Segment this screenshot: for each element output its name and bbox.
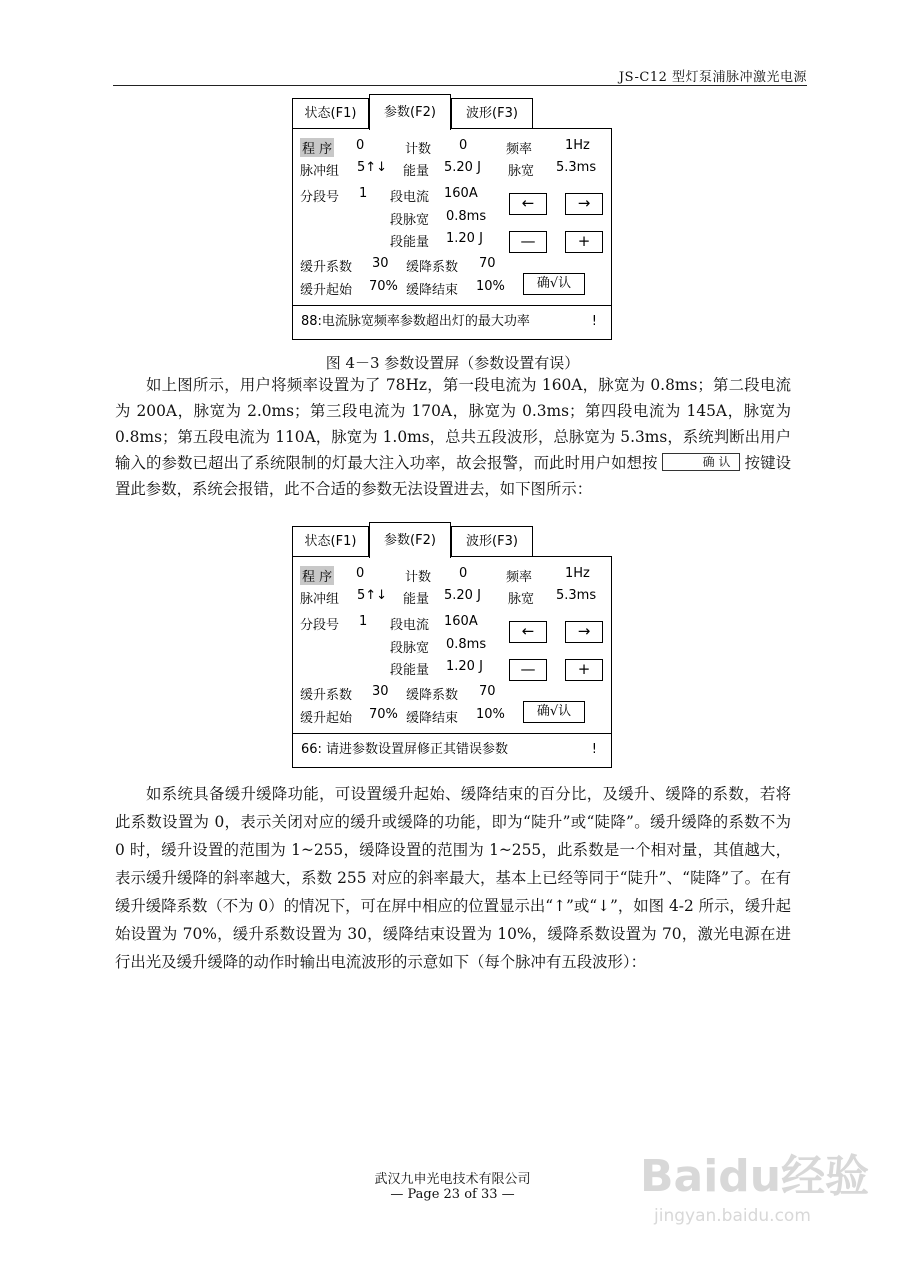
tab-waveform[interactable]: 波形(F3) bbox=[451, 98, 533, 128]
alert-mark: ! bbox=[591, 314, 597, 329]
right-arrow-button[interactable]: → bbox=[565, 621, 603, 643]
count-label: 计数 bbox=[405, 142, 432, 157]
count-value: 0 bbox=[459, 566, 468, 581]
seg-width-value: 0.8ms bbox=[446, 637, 487, 652]
program-value: 0 bbox=[356, 566, 365, 581]
ramp-up-start-value: 70% bbox=[369, 707, 398, 722]
confirm-key-inline: 确 认 bbox=[662, 453, 741, 471]
lcd-screen-2 bbox=[292, 526, 612, 768]
header-title: JS-C12 型灯泵浦脉冲激光电源 bbox=[618, 70, 807, 85]
lcd-screen-1 bbox=[292, 98, 612, 340]
ramp-up-coef-value: 30 bbox=[372, 256, 389, 271]
header-rule bbox=[113, 85, 807, 86]
ramp-up-coef-label: 缓升系数 bbox=[300, 688, 353, 703]
width-value: 5.3ms bbox=[556, 160, 597, 175]
ramp-up-coef-value: 30 bbox=[372, 684, 389, 699]
energy-label: 能量 bbox=[403, 592, 430, 607]
params-panel bbox=[292, 128, 612, 340]
minus-button[interactable]: — bbox=[509, 231, 547, 253]
ramp-down-end-label: 缓降结束 bbox=[406, 711, 459, 726]
ramp-up-start-value: 70% bbox=[369, 279, 398, 294]
tab-params[interactable]: 参数(F2) bbox=[369, 522, 451, 558]
energy-label: 能量 bbox=[403, 164, 430, 179]
left-arrow-button[interactable]: ← bbox=[509, 621, 547, 643]
paragraph-2: 如系统具备缓升缓降功能，可设置缓升起始、缓降结束的百分比，及缓升、缓降的系数，若将此系数设置为 0，表示关闭对应的缓升或缓降的功能，即为“陡升”或“陡降”。缓升缓降的系数不为 0 时，缓升设置的范围为 1~255，缓降设置的范围为 1~255，此系数是一个相对量，其值越大，表示缓升缓降的斜率越大，系数 255 对应的斜率最大，基本上已经等同于“陡升”、“陡降”了。在有缓升缓降系数（不为 0）的情况下，可在屏中相应的位置显示出“↑”或“↓”，如图 4-2 所示，缓升起始设置为 70%，缓升系数设置为 30，缓降结束设置为 10%，缓降系数设置为 70，激光电源在进行出光及缓升缓降的动作时输出电流波形的示意如下（每个脉冲有五段波形）： bbox=[115, 785, 791, 971]
alert-mark: ! bbox=[591, 742, 597, 757]
confirm-button[interactable]: 确√认 bbox=[523, 701, 585, 723]
ramp-down-end-value: 10% bbox=[476, 279, 505, 294]
paragraph-1-text: 如上图所示，用户将频率设置为了 78Hz，第一段电流为 160A，脉宽为 0.8ms；第二段电流为 200A，脉宽为 2.0ms；第三段电流为 170A，脉宽为 0.3ms；第四段电流为 145A，脉宽为 0.8ms；第五段电流为 110A，脉宽为 1.0ms，总共五段波形，总脉宽为 5.3ms，系统判断出用户输入的参数已超出了系统限制的灯最大注入功率，故会报警，而此时用户如想按 bbox=[115, 376, 791, 472]
energy-value: 5.20 J bbox=[444, 588, 481, 603]
plus-button[interactable]: + bbox=[565, 659, 603, 681]
width-label: 脉宽 bbox=[508, 592, 535, 607]
seg-energy-value: 1.20 J bbox=[446, 659, 483, 674]
program-label: 程 序 bbox=[300, 566, 334, 585]
program-value: 0 bbox=[356, 138, 365, 153]
paragraph-1 bbox=[115, 372, 791, 502]
ramp-down-coef-label: 缓降系数 bbox=[406, 688, 459, 703]
count-label: 计数 bbox=[405, 570, 432, 585]
seg-width-label: 段脉宽 bbox=[390, 213, 430, 228]
status-message bbox=[293, 305, 611, 339]
freq-value: 1Hz bbox=[565, 566, 590, 581]
paragraph-1-text-end: 按键设置此参数，系统会报错，此不合适的参数无法设置进去，如下图所示： bbox=[115, 454, 791, 498]
pulse-group-value: 5↑↓ bbox=[357, 160, 388, 175]
seg-current-label: 段电流 bbox=[390, 618, 430, 633]
confirm-button[interactable]: 确√认 bbox=[523, 273, 585, 295]
seg-energy-label: 段能量 bbox=[390, 663, 430, 678]
ramp-down-end-value: 10% bbox=[476, 707, 505, 722]
seg-energy-label: 段能量 bbox=[390, 235, 430, 250]
freq-label: 频率 bbox=[506, 142, 533, 157]
width-value: 5.3ms bbox=[556, 588, 597, 603]
minus-button[interactable]: — bbox=[509, 659, 547, 681]
status-text: 88:电流脉宽频率参数超出灯的最大功率 bbox=[301, 314, 530, 329]
pulse-group-label: 脉冲组 bbox=[300, 164, 340, 179]
ramp-down-coef-value: 70 bbox=[479, 256, 496, 271]
ramp-down-coef-value: 70 bbox=[479, 684, 496, 699]
seg-width-label: 段脉宽 bbox=[390, 641, 430, 656]
footer-company: 武汉九申光电技术有限公司 bbox=[374, 1172, 531, 1187]
plus-button[interactable]: + bbox=[565, 231, 603, 253]
seg-width-value: 0.8ms bbox=[446, 209, 487, 224]
status-message bbox=[293, 733, 611, 767]
tab-waveform[interactable]: 波形(F3) bbox=[451, 526, 533, 556]
params-panel bbox=[292, 556, 612, 768]
segment-no-value: 1 bbox=[359, 614, 368, 629]
figure-caption: 图 4－3 参数设置屏（参数设置有误） bbox=[325, 354, 580, 372]
count-value: 0 bbox=[459, 138, 468, 153]
ramp-down-end-label: 缓降结束 bbox=[406, 283, 459, 298]
segment-no-label: 分段号 bbox=[300, 618, 340, 633]
right-arrow-button[interactable]: → bbox=[565, 193, 603, 215]
tab-params[interactable]: 参数(F2) bbox=[369, 94, 451, 130]
ramp-down-coef-label: 缓降系数 bbox=[406, 260, 459, 275]
ramp-up-coef-label: 缓升系数 bbox=[300, 260, 353, 275]
ramp-up-start-label: 缓升起始 bbox=[300, 711, 353, 726]
segment-no-label: 分段号 bbox=[300, 190, 340, 205]
tab-status[interactable]: 状态(F1) bbox=[292, 98, 369, 128]
left-arrow-button[interactable]: ← bbox=[509, 193, 547, 215]
tab-status[interactable]: 状态(F1) bbox=[292, 526, 369, 556]
seg-current-value: 160A bbox=[444, 614, 478, 629]
watermark-url: jingyan.baidu.com bbox=[654, 1206, 811, 1226]
energy-value: 5.20 J bbox=[444, 160, 481, 175]
status-text: 66: 请进参数设置屏修正其错误参数 bbox=[301, 742, 509, 757]
pulse-group-value: 5↑↓ bbox=[357, 588, 388, 603]
width-label: 脉宽 bbox=[508, 164, 535, 179]
baidu-watermark bbox=[640, 1140, 870, 1240]
seg-current-label: 段电流 bbox=[390, 190, 430, 205]
program-label: 程 序 bbox=[300, 138, 334, 157]
segment-no-value: 1 bbox=[359, 186, 368, 201]
freq-value: 1Hz bbox=[565, 138, 590, 153]
freq-label: 频率 bbox=[506, 570, 533, 585]
ramp-up-start-label: 缓升起始 bbox=[300, 283, 353, 298]
watermark-logo-text: Baidu经验 bbox=[640, 1151, 870, 1202]
seg-energy-value: 1.20 J bbox=[446, 231, 483, 246]
footer-page-number: — Page 23 of 33 — bbox=[390, 1187, 515, 1202]
pulse-group-label: 脉冲组 bbox=[300, 592, 340, 607]
seg-current-value: 160A bbox=[444, 186, 478, 201]
